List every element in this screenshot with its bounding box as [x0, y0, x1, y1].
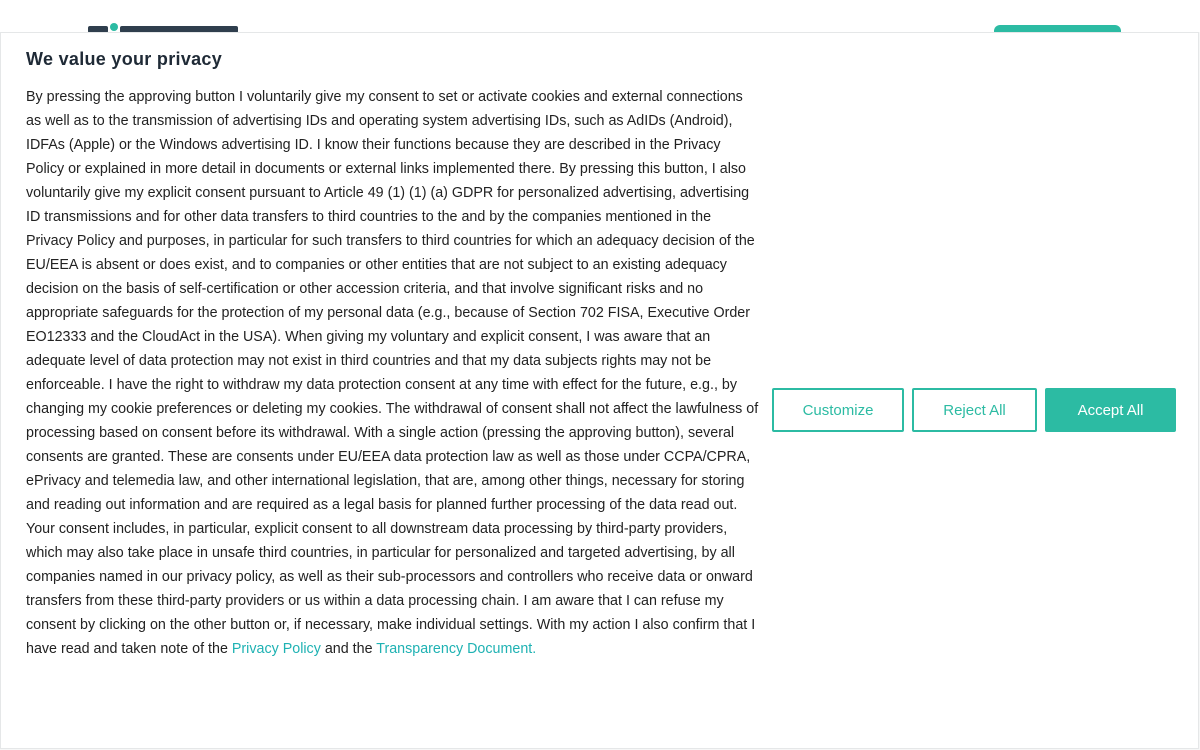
cookie-consent-banner — [0, 32, 1199, 749]
customize-button[interactable]: Customize — [772, 388, 904, 432]
logo-dot-icon — [110, 23, 118, 31]
consent-body: By pressing the approving button I voluntarily give my consent to set or activate cookies and external connections as well as to the transmission of advertising IDs and operating system advertising IDs, such as AdIDs (Android), IDFAs (Apple) or the Windows advertising ID. I know their functions because they are described in the Privacy Policy or explained in more detail in documents or external links implemented there. By pressing this button, I also voluntarily give my explicit consent pursuant to Article 49 (1) (1) (a) GDPR for personalized advertising, advertising ID transmissions and for other data transfers to third countries to the and by the companies mentioned in the Privacy Policy and purposes, in particular for such transfers to third countries for which an adequacy decision of the EU/EEA is absent or does exist, and to companies or other entities that are not subject to an existing adequacy decision on the basis of self-certification or other accession criteria, and that involve significant risks and no appropriate safeguards for the protection of my personal data (e.g., because of Section 702 FISA, Executive Order EO12333 and the CloudAct in the USA). When giving my voluntary and explicit consent, I was aware that an adequate level of data protection may not exist in third countries and that my data subjects rights may not be enforceable. I have the right to withdraw my data protection consent at any time with effect for the future, e.g., by changing my cookie preferences or deleting my cookies. The withdrawal of consent shall not affect the lawfulness of processing based on consent before its withdrawal. With a single action (pressing the approving button), several consents are granted. These are consents under EU/EEA data protection law as well as those under CCPA/CPRA, ePrivacy and telemedia law, and other international legislation, that are, among other things, necessary for storing and reading out information and are required as a legal basis for planned further processing of the data read out. Your consent includes, in particular, explicit consent to all downstream data processing by third-party providers, which may also take place in unsafe third countries, in particular for personalized and targeted advertising, by all companies named in our privacy policy, as well as their sub-processors and controllers who receive data or onward transfers from these third-party providers or us within a data processing chain. I am aware that I can refuse my consent by clicking on the other button or, if necessary, make individual settings. With my action I also confirm that I have read and taken note of the — [26, 89, 759, 657]
consent-connector: and the — [320, 641, 377, 657]
accept-all-button[interactable]: Accept All — [1045, 388, 1176, 432]
transparency-document-link[interactable]: Transparency Document. — [376, 641, 537, 657]
site-logo[interactable] — [88, 20, 244, 32]
consent-title: We value your privacy — [26, 49, 223, 69]
consent-text — [26, 85, 761, 661]
reject-all-button[interactable]: Reject All — [912, 388, 1037, 432]
site-header — [0, 0, 1200, 32]
privacy-policy-link[interactable]: Privacy Policy — [231, 641, 321, 657]
